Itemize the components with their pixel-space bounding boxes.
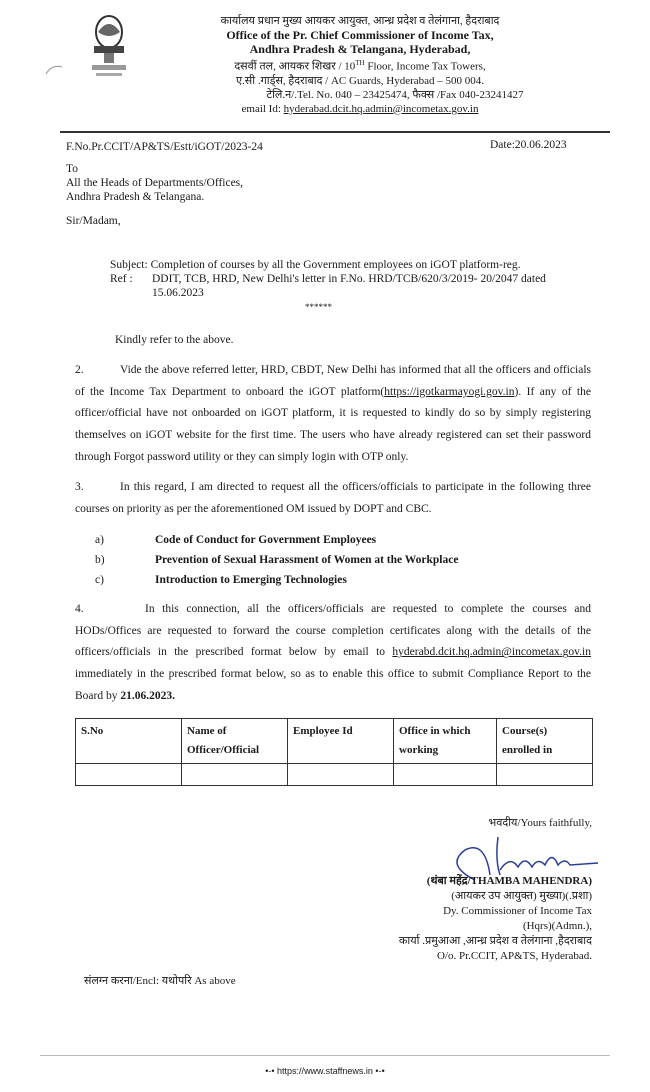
- course-list: [95, 530, 458, 590]
- addressee-line: To: [66, 163, 78, 175]
- details-table: [75, 718, 593, 786]
- signatory-designation-2: (Hqrs)(Admn.),: [522, 920, 592, 932]
- letterhead-region: Andhra Pradesh & Telangana, Hyderabad,: [249, 42, 471, 56]
- table-header: S.No: [76, 719, 182, 764]
- table-row: [76, 764, 593, 786]
- separator-stars: ******: [305, 302, 332, 312]
- igot-link[interactable]: https://igotkarmayogi.gov.in: [384, 385, 515, 398]
- subject-block: [110, 258, 600, 314]
- para-number: 4.: [75, 603, 84, 615]
- para-number: 2.: [75, 364, 84, 376]
- course-title: Code of Conduct for Government Employees: [155, 534, 377, 546]
- addressee: [66, 162, 243, 204]
- subject-label: Subject:: [110, 259, 148, 271]
- signatory-hindi-designation: (आयकर उप आयुक्त) मुख्या)(.प्रशा): [451, 890, 592, 902]
- deadline: 21.06.2023.: [120, 689, 175, 702]
- letterhead-phone: टेलि.न/.Tel. No. 040 – 23425474, फैक्स /Fax 040-23241427: [266, 88, 524, 101]
- addressee-line: Andhra Pradesh & Telangana.: [66, 191, 205, 203]
- table-header-row: [76, 719, 593, 764]
- para-text: immediately in the prescribed format below, so as to enable this office to submit Compliance Report to the Board by: [75, 668, 591, 702]
- letterhead-email: [150, 102, 570, 116]
- table-header: Name of Officer/Official: [182, 719, 288, 764]
- para-4: [75, 599, 591, 708]
- letterhead-office: Office of the Pr. Chief Commissioner of Income Tax,: [226, 28, 494, 42]
- para-text: In this connection, all the officers/officials are requested to complete the courses and HODs/Offices are requested to forward the course completion certificates along with the details of the officers/officials in the prescribed format below by email to: [75, 603, 591, 659]
- para-number: 3.: [75, 481, 84, 493]
- footer-divider: [40, 1055, 610, 1056]
- para-1: Kindly refer to the above.: [115, 334, 234, 346]
- ref-date: 15.06.2023: [152, 287, 204, 299]
- address-sup: TH: [355, 59, 365, 67]
- course-item: [95, 530, 458, 550]
- file-number: F.No.Pr.CCIT/AP&TS/Estt/iGOT/2023-24: [66, 141, 263, 153]
- enclosure: संलग्न करना/Encl: यथोपरि As above: [84, 975, 236, 987]
- table-cell[interactable]: [288, 764, 394, 786]
- table-header: Employee Id: [288, 719, 394, 764]
- footer-source[interactable]: •-• https://www.staffnews.in •-•: [265, 1066, 385, 1076]
- course-label: a): [95, 534, 104, 546]
- closing: भवदीय/Yours faithfully,: [488, 817, 592, 829]
- subject-text: Completion of courses by all the Government employees on iGOT platform-reg.: [150, 259, 521, 271]
- para-text: In this regard, I am directed to request all the officers/officials to participate in the following three courses on priority as per the aforementioned OM issued by DOPT and CBC.: [75, 481, 591, 515]
- table-header: Office in which working: [394, 719, 497, 764]
- letterhead-address1: [150, 56, 570, 74]
- email-link[interactable]: hyderabd.dcit.hq.admin@incometax.gov.in: [392, 646, 591, 659]
- para-2: [75, 360, 591, 469]
- salutation: Sir/Madam,: [66, 215, 121, 227]
- table-cell[interactable]: [497, 764, 593, 786]
- course-label: c): [95, 574, 104, 586]
- signatory-hindi-office: कार्या .प्रमुआआ ,आन्ध्र प्रदेश व तेलंगाना ,हैदराबाद: [398, 935, 592, 947]
- email-link[interactable]: hyderabad.dcit.hq.admin@incometax.gov.in: [283, 102, 479, 115]
- course-title: Introduction to Emerging Technologies: [155, 574, 347, 586]
- table-cell[interactable]: [394, 764, 497, 786]
- table-cell[interactable]: [76, 764, 182, 786]
- address-pre: दसवीं तल, आयकर शिखर / 10: [234, 60, 356, 73]
- letter-date: Date:20.06.2023: [490, 139, 567, 151]
- address-post: Floor, Income Tax Towers,: [364, 60, 486, 73]
- addressee-line: All the Heads of Departments/Offices,: [66, 177, 244, 189]
- signatory-block: [399, 874, 592, 964]
- signatory-designation: Dy. Commissioner of Income Tax: [443, 905, 592, 917]
- para-3: [75, 477, 591, 520]
- signatory-office: O/o. Pr.CCIT, AP&TS, Hyderabad.: [436, 950, 592, 962]
- hole-punch-mark: [44, 62, 64, 76]
- header-divider: [60, 131, 610, 133]
- course-title: Prevention of Sexual Harassment of Women at the Workplace: [155, 554, 459, 566]
- para-text: ). If any of the officer/official have not onboarded on iGOT platform, it is requested to kindly do so by simply registering themselves on iGOT website for the first time. The users who have already registered can set their password through Forgot password utility or they can simply login with OTP only.: [75, 385, 591, 463]
- table-cell[interactable]: [182, 764, 288, 786]
- table-header: Course(s) enrolled in: [497, 719, 593, 764]
- email-label: email Id:: [241, 102, 284, 115]
- letterhead-address2: ए.सी .गार्ड्स, हैदराबाद / AC Guards, Hyderabad – 500 004.: [235, 74, 485, 87]
- signatory-name: (थंबा महेंद्र/THAMBA MAHENDRA): [426, 875, 592, 887]
- ref-label: Ref :: [110, 273, 133, 285]
- course-label: b): [95, 554, 105, 566]
- para-text: Vide the above referred letter, HRD, CBDT, New Delhi has informed that all the officers and officials of the Income Tax Department to onboard the iGOT platform(: [75, 364, 591, 398]
- letterhead: [150, 14, 570, 116]
- ref-text: DDIT, TCB, HRD, New Delhi's letter in F.No. HRD/TCB/620/3/2019- 20/2047 dated: [152, 273, 546, 285]
- letterhead-hindi: कार्यालय प्रधान मुख्य आयकर आयुक्त, आन्ध्र प्रदेश व तेलंगाना, हैदराबाद: [220, 15, 500, 27]
- course-item: [95, 550, 458, 570]
- course-item: [95, 570, 458, 590]
- national-emblem-icon: [84, 10, 134, 85]
